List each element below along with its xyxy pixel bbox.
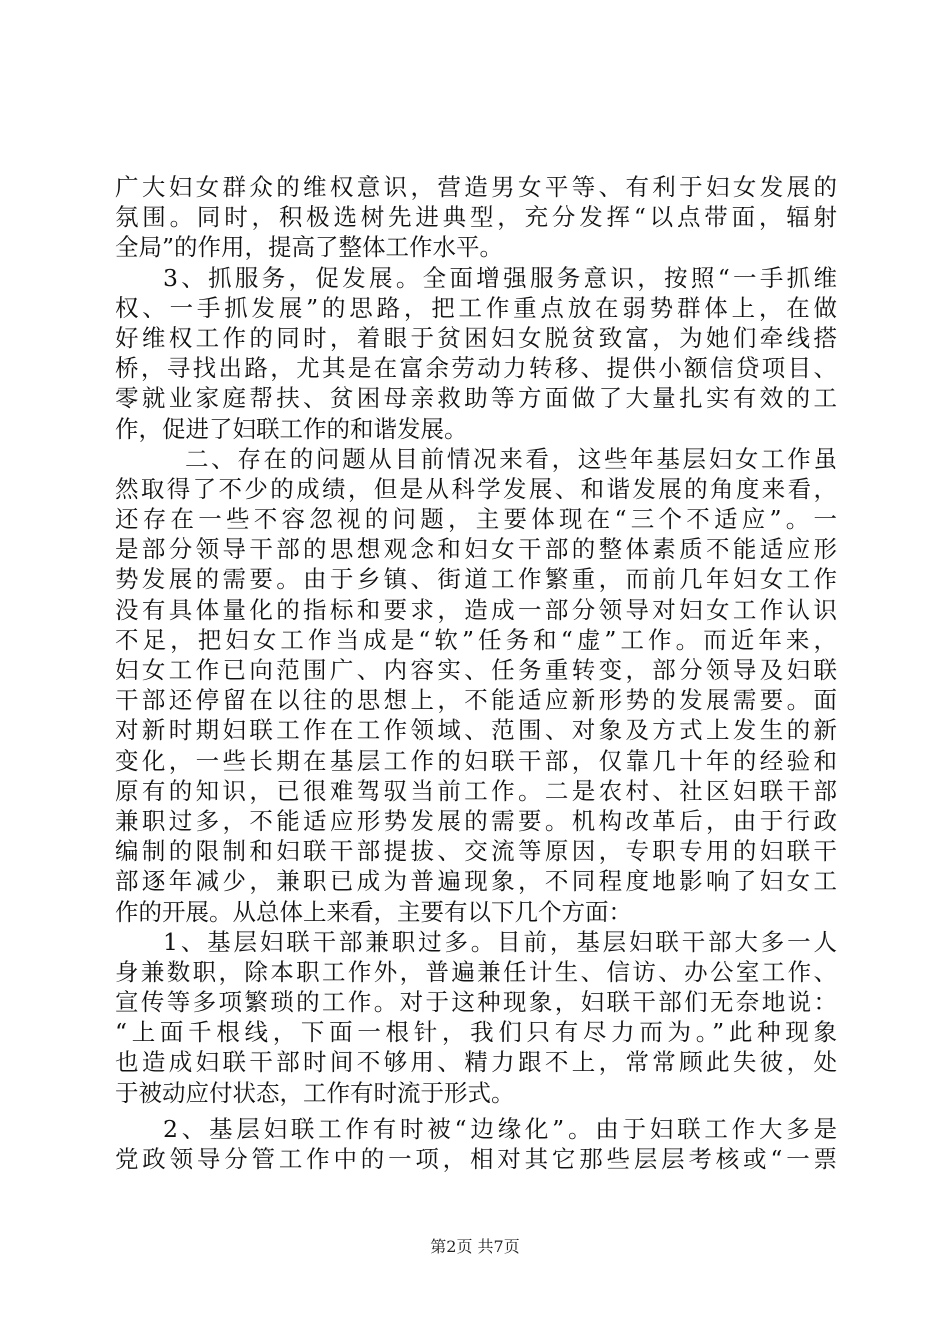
text-line: 作的开展。从总体上来看，主要有以下几个方面： xyxy=(115,897,632,926)
text-line: 好维权工作的同时，着眼于贫困妇女脱贫致富，为她们牵线搭 xyxy=(115,323,837,352)
paragraph-start-line: 2、基层妇联工作有时被“边缘化”。由于妇联工作大多是 xyxy=(163,1114,837,1143)
text-line: 编制的限制和妇联干部提拔、交流等原因，专职专用的妇联干 xyxy=(115,837,837,866)
text-line: 对新时期妇联工作在工作领域、范围、对象及方式上发生的新 xyxy=(115,716,837,745)
text-line: 权、一手抓发展”的思路，把工作重点放在弱势群体上，在做 xyxy=(115,293,837,322)
text-line: 桥，寻找出路，尤其是在富余劳动力转移、提供小额信贷项目、 xyxy=(115,354,837,383)
text-line: 党政领导分管工作中的一项，相对其它那些层层考核或“一票 xyxy=(115,1145,837,1173)
text-line: 也造成妇联干部时间不够用、精力跟不上，常常顾此失彼，处 xyxy=(115,1048,837,1077)
text-line: 没有具体量化的指标和要求，造成一部分领导对妇女工作认识 xyxy=(115,595,837,624)
text-line: 是部分领导干部的思想观念和妇女干部的整体素质不能适应形 xyxy=(115,535,837,564)
section-heading-line: 二、存在的问题从目前情况来看，这些年基层妇女工作虽 xyxy=(185,444,837,473)
text-line: 妇女工作已向范围广、内容实、任务重转变，部分领导及妇联 xyxy=(115,656,837,684)
text-line: 作，促进了妇联工作的和谐发展。 xyxy=(115,414,468,443)
text-line: 原有的知识，已很难驾驭当前工作。二是农村、社区妇联干部 xyxy=(115,776,837,805)
paragraph-start-line: 1、基层妇联干部兼职过多。目前，基层妇联干部大多一人 xyxy=(163,927,837,956)
paragraph-start-line: 3、抓服务，促发展。全面增强服务意识，按照“一手抓维 xyxy=(163,263,837,292)
text-line: 变化，一些长期在基层工作的妇联干部，仅靠几十年的经验和 xyxy=(115,746,837,775)
text-line: 干部还停留在以往的思想上，不能适应新形势的发展需要。面 xyxy=(115,686,837,715)
page-footer xyxy=(0,1237,950,1257)
text-line: 不足，把妇女工作当成是“软”任务和“虚”工作。而近年来， xyxy=(115,625,837,654)
page-number-label: 第2页 共7页 xyxy=(430,1237,520,1256)
text-line: 部逐年减少，兼职已成为普遍现象，不同程度地影响了妇女工 xyxy=(115,867,837,896)
body-text xyxy=(115,172,837,1174)
text-line: 于被动应付状态，工作有时流于形式。 xyxy=(115,1078,515,1107)
text-line: 然取得了不少的成绩，但是从科学发展、和谐发展的角度来看， xyxy=(115,474,837,503)
text-line: 还存在一些不容忽视的问题，主要体现在“三个不适应”。一 xyxy=(115,505,837,534)
text-line: “上面千根线，下面一根针，我们只有尽力而为。”此种现象 xyxy=(115,1018,837,1047)
text-line: 兼职过多，不能适应形势发展的需要。机构改革后，由于行政 xyxy=(115,806,837,835)
text-line: 零就业家庭帮扶、贫困母亲救助等方面做了大量扎实有效的工 xyxy=(115,384,837,413)
text-line: 势发展的需要。由于乡镇、街道工作繁重，而前几年妇女工作 xyxy=(115,565,837,594)
text-line: 身兼数职，除本职工作外，普遍兼任计生、信访、办公室工作、 xyxy=(115,957,837,986)
text-line: 全局”的作用，提高了整体工作水平。 xyxy=(115,233,504,262)
text-line: 氛围。同时，积极选树先进典型，充分发挥“以点带面，辐射 xyxy=(115,203,837,232)
text-line: 宣传等多项繁琐的工作。对于这种现象，妇联干部们无奈地说： xyxy=(115,988,837,1017)
text-line: 广大妇女群众的维权意识，营造男女平等、有利于妇女发展的 xyxy=(115,173,837,201)
